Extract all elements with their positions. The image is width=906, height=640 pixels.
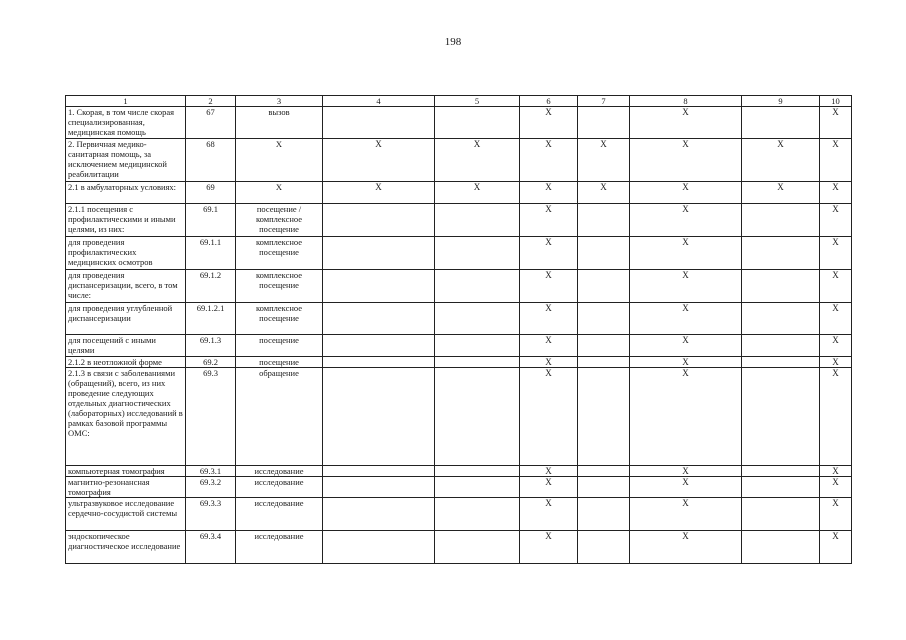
value-cell: X: [520, 270, 578, 303]
value-cell: [435, 466, 520, 477]
value-cell: X: [630, 531, 742, 564]
value-cell: X: [435, 139, 520, 182]
value-cell: X: [630, 303, 742, 335]
value-cell: [323, 531, 435, 564]
row-code-cell: 69.1.2: [186, 270, 236, 303]
row-unit-cell: посещение / комплексное посещение: [236, 204, 323, 237]
value-cell: [742, 107, 820, 139]
value-cell: X: [520, 498, 578, 531]
value-cell: X: [820, 270, 852, 303]
value-cell: [435, 204, 520, 237]
column-header: 4: [323, 96, 435, 107]
row-name-cell: эндоскопическое диагностическое исследование: [66, 531, 186, 564]
table-row: [66, 270, 852, 303]
value-cell: [435, 368, 520, 466]
value-cell: X: [820, 182, 852, 204]
value-cell: [323, 357, 435, 368]
value-cell: [578, 335, 630, 357]
value-cell: [323, 368, 435, 466]
value-cell: X: [820, 204, 852, 237]
value-cell: X: [630, 335, 742, 357]
value-cell: [578, 303, 630, 335]
value-cell: X: [323, 182, 435, 204]
value-cell: [323, 237, 435, 270]
value-cell: [323, 204, 435, 237]
row-unit-cell: вызов: [236, 107, 323, 139]
row-code-cell: 69.1.1: [186, 237, 236, 270]
row-name-cell: для проведения углубленной диспансеризации: [66, 303, 186, 335]
row-name-cell: для посещений с иными целями: [66, 335, 186, 357]
value-cell: [742, 466, 820, 477]
value-cell: X: [520, 477, 578, 498]
value-cell: [323, 107, 435, 139]
table-row: [66, 303, 852, 335]
value-cell: X: [520, 531, 578, 564]
value-cell: X: [820, 357, 852, 368]
table-row: [66, 466, 852, 477]
row-code-cell: 69.1.2.1: [186, 303, 236, 335]
value-cell: X: [323, 139, 435, 182]
value-cell: X: [630, 237, 742, 270]
value-cell: [435, 498, 520, 531]
row-name-cell: ультразвуковое исследование сердечно-сосудистой системы: [66, 498, 186, 531]
column-header: 2: [186, 96, 236, 107]
column-header: 7: [578, 96, 630, 107]
row-unit-cell: исследование: [236, 466, 323, 477]
table-row: [66, 204, 852, 237]
value-cell: [323, 498, 435, 531]
value-cell: [578, 357, 630, 368]
value-cell: X: [820, 466, 852, 477]
value-cell: [435, 237, 520, 270]
row-name-cell: 2.1.2 в неотложной форме: [66, 357, 186, 368]
row-unit-cell: X: [236, 182, 323, 204]
row-name-cell: 2. Первичная медико-санитарная помощь, за исключением медицинской реабилитации: [66, 139, 186, 182]
row-code-cell: 69: [186, 182, 236, 204]
row-code-cell: 69.3.4: [186, 531, 236, 564]
value-cell: X: [820, 139, 852, 182]
value-cell: [742, 498, 820, 531]
row-unit-cell: исследование: [236, 531, 323, 564]
value-cell: [578, 204, 630, 237]
value-cell: X: [630, 107, 742, 139]
value-cell: [435, 477, 520, 498]
value-cell: [742, 477, 820, 498]
column-header: 8: [630, 96, 742, 107]
value-cell: X: [820, 335, 852, 357]
column-header: 5: [435, 96, 520, 107]
table-row: [66, 182, 852, 204]
value-cell: X: [742, 182, 820, 204]
value-cell: X: [820, 368, 852, 466]
row-name-cell: магнитно-резонансная томография: [66, 477, 186, 498]
row-unit-cell: обращение: [236, 368, 323, 466]
row-code-cell: 69.1: [186, 204, 236, 237]
value-cell: [435, 107, 520, 139]
value-cell: X: [520, 357, 578, 368]
value-cell: X: [520, 139, 578, 182]
value-cell: X: [520, 107, 578, 139]
value-cell: [742, 335, 820, 357]
value-cell: [435, 335, 520, 357]
row-unit-cell: посещение: [236, 357, 323, 368]
row-code-cell: 69.3.1: [186, 466, 236, 477]
row-code-cell: 69.3.3: [186, 498, 236, 531]
value-cell: [578, 368, 630, 466]
value-cell: X: [520, 182, 578, 204]
value-cell: X: [820, 107, 852, 139]
table-row: [66, 335, 852, 357]
table-row: [66, 237, 852, 270]
row-name-cell: компьютерная томография: [66, 466, 186, 477]
value-cell: X: [520, 466, 578, 477]
value-cell: X: [630, 270, 742, 303]
value-cell: [435, 357, 520, 368]
table-row: [66, 477, 852, 498]
row-unit-cell: посещение: [236, 335, 323, 357]
value-cell: [435, 303, 520, 335]
value-cell: X: [520, 335, 578, 357]
value-cell: X: [520, 368, 578, 466]
value-cell: [435, 270, 520, 303]
value-cell: X: [435, 182, 520, 204]
table-row: [66, 531, 852, 564]
row-unit-cell: комплексное посещение: [236, 270, 323, 303]
row-name-cell: 1. Скорая, в том числе скорая специализированная, медицинская помощь: [66, 107, 186, 139]
value-cell: X: [820, 303, 852, 335]
row-name-cell: 2.1 в амбулаторных условиях:: [66, 182, 186, 204]
value-cell: [742, 270, 820, 303]
value-cell: [578, 107, 630, 139]
value-cell: X: [820, 237, 852, 270]
value-cell: [578, 270, 630, 303]
value-cell: X: [520, 303, 578, 335]
value-cell: X: [630, 204, 742, 237]
value-cell: [742, 303, 820, 335]
row-unit-cell: комплексное посещение: [236, 237, 323, 270]
value-cell: X: [630, 357, 742, 368]
value-cell: [323, 466, 435, 477]
row-code-cell: 69.3.2: [186, 477, 236, 498]
row-unit-cell: комплексное посещение: [236, 303, 323, 335]
row-unit-cell: исследование: [236, 477, 323, 498]
row-code-cell: 69.2: [186, 357, 236, 368]
value-cell: X: [630, 466, 742, 477]
value-cell: [578, 466, 630, 477]
value-cell: X: [630, 139, 742, 182]
value-cell: [323, 335, 435, 357]
column-header: 10: [820, 96, 852, 107]
column-header: 9: [742, 96, 820, 107]
table-row: [66, 498, 852, 531]
value-cell: X: [578, 182, 630, 204]
value-cell: X: [520, 204, 578, 237]
row-code-cell: 69.3: [186, 368, 236, 466]
value-cell: [578, 477, 630, 498]
value-cell: X: [520, 237, 578, 270]
column-header: 1: [66, 96, 186, 107]
value-cell: X: [742, 139, 820, 182]
value-cell: [435, 531, 520, 564]
value-cell: [578, 531, 630, 564]
row-code-cell: 69.1.3: [186, 335, 236, 357]
row-name-cell: для проведения диспансеризации, всего, в том числе:: [66, 270, 186, 303]
table-row: [66, 368, 852, 466]
value-cell: [742, 357, 820, 368]
header-row: [66, 96, 852, 107]
row-name-cell: для проведения профилактических медицинских осмотров: [66, 237, 186, 270]
row-unit-cell: X: [236, 139, 323, 182]
row-code-cell: 67: [186, 107, 236, 139]
value-cell: [323, 477, 435, 498]
value-cell: [578, 237, 630, 270]
column-header: 3: [236, 96, 323, 107]
value-cell: X: [630, 182, 742, 204]
page-number: 198: [444, 36, 462, 48]
value-cell: X: [820, 477, 852, 498]
table-row: [66, 139, 852, 182]
value-cell: X: [630, 368, 742, 466]
table-row: [66, 107, 852, 139]
column-header: 6: [520, 96, 578, 107]
value-cell: X: [578, 139, 630, 182]
value-cell: X: [820, 531, 852, 564]
value-cell: [323, 270, 435, 303]
table-row: [66, 357, 852, 368]
value-cell: [742, 204, 820, 237]
row-code-cell: 68: [186, 139, 236, 182]
row-name-cell: 2.1.3 в связи с заболеваниями (обращений), всего, из них проведение следующих отдельных диагностических (лабораторных) исследований в рамках базовой программы ОМС:: [66, 368, 186, 466]
value-cell: [323, 303, 435, 335]
value-cell: [742, 237, 820, 270]
value-cell: [742, 368, 820, 466]
value-cell: X: [820, 498, 852, 531]
value-cell: [578, 498, 630, 531]
value-cell: [742, 531, 820, 564]
row-unit-cell: исследование: [236, 498, 323, 531]
value-cell: X: [630, 498, 742, 531]
row-name-cell: 2.1.1 посещения с профилактическими и иными целями, из них:: [66, 204, 186, 237]
data-table: [65, 95, 852, 564]
value-cell: X: [630, 477, 742, 498]
